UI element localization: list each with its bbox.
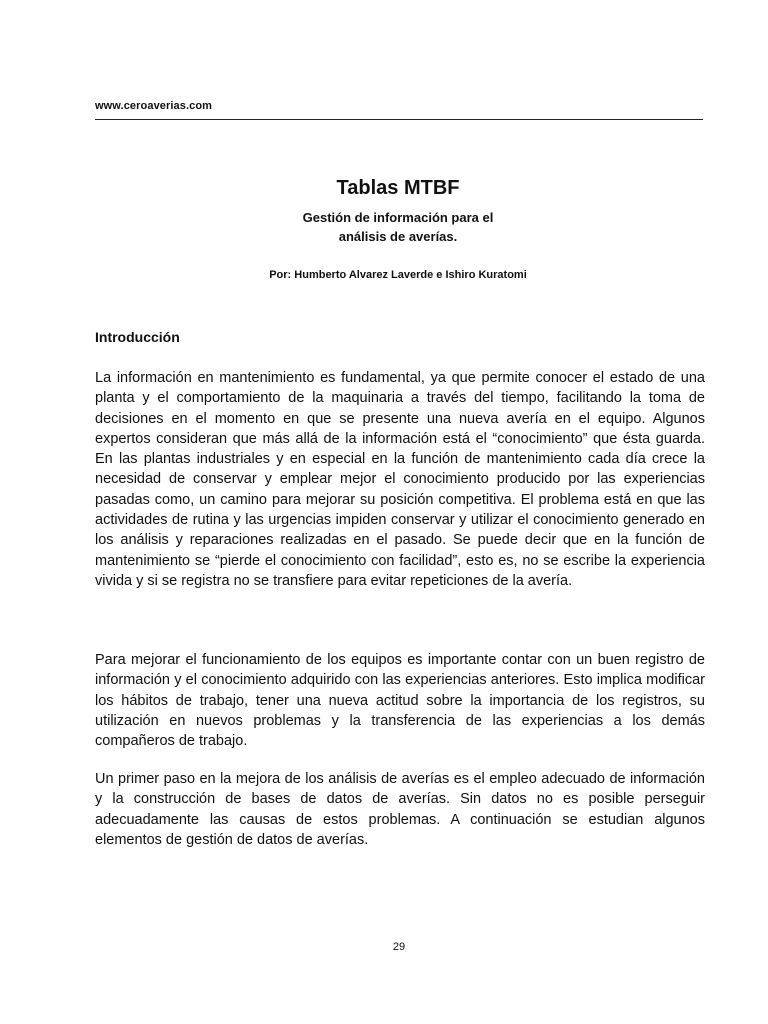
paragraph-1: La información en mantenimiento es fundamental, ya que permite conocer el estado de una planta y el comportamiento de la maquinaria a través del tiempo, facilitando la toma de decisiones en el momento en que se presente una nueva avería en el equipo. Algunos expertos consideran que más allá de la información está el “conocimiento” que ésta guarda. En las plantas industriales y en especial en la función de mantenimiento cada día crece la necesidad de conservar y emplear mejor el conocimiento producido por las experiencias pasadas como, un camino para mejorar su posición competitiva. El problema está en que las actividades de rutina y las urgencias impiden conservar y utilizar el conocimiento generado en los análisis y reparaciones realizadas en el pasado. Se puede decir que en la función de mantenimiento se “pierde el conocimiento con facilidad”, esto es, no se escribe la experiencia vivida y si se registra no se transfiere para evitar repeticiones de la avería. <box>95 370 705 589</box>
document-authors: Por: Humberto Alvarez Laverde e Ishiro Kuratomi <box>269 269 527 281</box>
header-divider <box>95 119 703 120</box>
header-url: www.ceroaverias.com <box>95 100 213 112</box>
page-number: 29 <box>392 941 406 953</box>
document-title: Tablas MTBF <box>336 177 460 199</box>
document-subtitle <box>0 208 768 246</box>
paragraph-2: Para mejorar el funcionamiento de los equipos es importante contar con un buen registro de información y el conocimiento adquirido con las experiencias anteriores. Esto implica modificar los hábitos de trabajo, tener una nueva actitud sobre la importancia de los registros, su utilización en nuevos problemas y la transferencia de las experiencias a los demás compañeros de trabajo. <box>95 652 705 750</box>
section-heading: Introducción <box>95 329 180 345</box>
subtitle-line-1: Gestión de información para el <box>302 210 494 225</box>
paragraph-3: Un primer paso en la mejora de los análisis de averías es el empleo adecuado de información y la construcción de bases de datos de averías. Sin datos no es posible perseguir adecuadamente las causas de estos problemas. A continuación se estudian algunos elementos de gestión de datos de averías. <box>95 771 705 848</box>
subtitle-line-2: análisis de averías. <box>338 229 458 244</box>
